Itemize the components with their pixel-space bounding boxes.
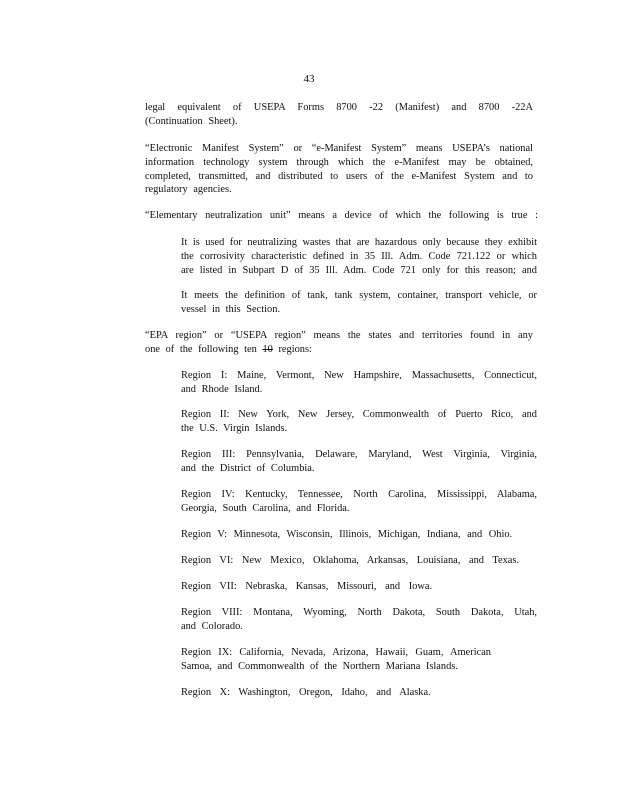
text-line: Region IV: Kentucky, Tennessee, North Carolina, Mississippi, Alabama, bbox=[181, 489, 537, 500]
page-number: 43 bbox=[303, 73, 315, 85]
text-line: Region II: New York, New Jersey, Commonwealth of Puerto Rico, and bbox=[181, 409, 537, 420]
neutralization-criterion-2 bbox=[181, 289, 537, 317]
region-4 bbox=[181, 488, 537, 516]
text-line: the U.S. Virgin Islands. bbox=[181, 422, 288, 434]
region-5 bbox=[181, 528, 537, 542]
region-7 bbox=[181, 580, 537, 594]
elementary-neutralization-unit-definition bbox=[145, 209, 538, 223]
text-line: “Electronic Manifest System” or “e-Manifest System” means USEPA’s national bbox=[145, 143, 533, 154]
text-line: and Colorado. bbox=[181, 620, 243, 632]
text-segment: regions: bbox=[272, 343, 312, 355]
text-line: Region VI: New Mexico, Oklahoma, Arkansas, Louisiana, and Texas. bbox=[181, 555, 520, 566]
text-line: and the District of Columbia. bbox=[181, 462, 315, 474]
struck-text: 10 bbox=[262, 343, 273, 355]
text-line bbox=[145, 343, 533, 357]
epa-region-definition bbox=[145, 329, 533, 357]
region-6 bbox=[181, 554, 537, 568]
text-line: Samoa, and Commonwealth of the Northern Mariana Islands. bbox=[181, 660, 458, 672]
text-line: Region III: Pennsylvania, Delaware, Maryland, West Virginia, Virginia, bbox=[181, 449, 537, 460]
text-line: are listed in Subpart D of 35 Ill. Adm. Code 721 only for this reason; and bbox=[181, 264, 537, 276]
region-3 bbox=[181, 448, 537, 476]
text-line: “Elementary neutralization unit” means a device of which the following is true : bbox=[145, 210, 538, 221]
text-segment: one of the following ten bbox=[145, 343, 263, 355]
text-line: Region IX: California, Nevada, Arizona, Hawaii, Guam, American bbox=[181, 647, 491, 658]
region-1 bbox=[181, 369, 537, 397]
electronic-manifest-system-definition bbox=[145, 142, 533, 197]
region-8 bbox=[181, 606, 537, 634]
text-line: Region VII: Nebraska, Kansas, Missouri, and Iowa. bbox=[181, 581, 433, 592]
text-line: (Continuation Sheet). bbox=[145, 115, 238, 127]
text-line: Region V: Minnesota, Wisconsin, Illinois, Michigan, Indiana, and Ohio. bbox=[181, 529, 513, 540]
region-10 bbox=[181, 686, 537, 700]
manifest-definition-continuation bbox=[145, 101, 533, 129]
text-line: It is used for neutralizing wastes that are hazardous only because they exhibit bbox=[181, 237, 537, 248]
text-line: Region X: Washington, Oregon, Idaho, and Alaska. bbox=[181, 687, 431, 698]
region-2 bbox=[181, 408, 537, 436]
text-line: information technology system through which the e-Manifest may be obtained, bbox=[145, 156, 533, 168]
text-line: It meets the definition of tank, tank system, container, transport vehicle, or bbox=[181, 290, 537, 301]
region-9 bbox=[181, 646, 537, 674]
text-line: vessel in this Section. bbox=[181, 303, 281, 315]
neutralization-criterion-1 bbox=[181, 236, 537, 277]
text-line: Georgia, South Carolina, and Florida. bbox=[181, 502, 350, 514]
text-line: and Rhode Island. bbox=[181, 383, 263, 395]
text-line: regulatory agencies. bbox=[145, 184, 232, 196]
text-line: “EPA region” or “USEPA region” means the states and territories found in any bbox=[145, 330, 533, 341]
text-line: Region I: Maine, Vermont, New Hampshire, Massachusetts, Connecticut, bbox=[181, 370, 537, 381]
text-line: Region VIII: Montana, Wyoming, North Dakota, South Dakota, Utah, bbox=[181, 607, 537, 618]
text-line: completed, transmitted, and distributed to users of the e-Manifest System and to bbox=[145, 170, 533, 182]
text-line: the corrosivity characteristic defined in 35 Ill. Adm. Code 721.122 or which bbox=[181, 250, 537, 262]
text-line: legal equivalent of USEPA Forms 8700 -22 (Manifest) and 8700 -22A bbox=[145, 102, 533, 113]
